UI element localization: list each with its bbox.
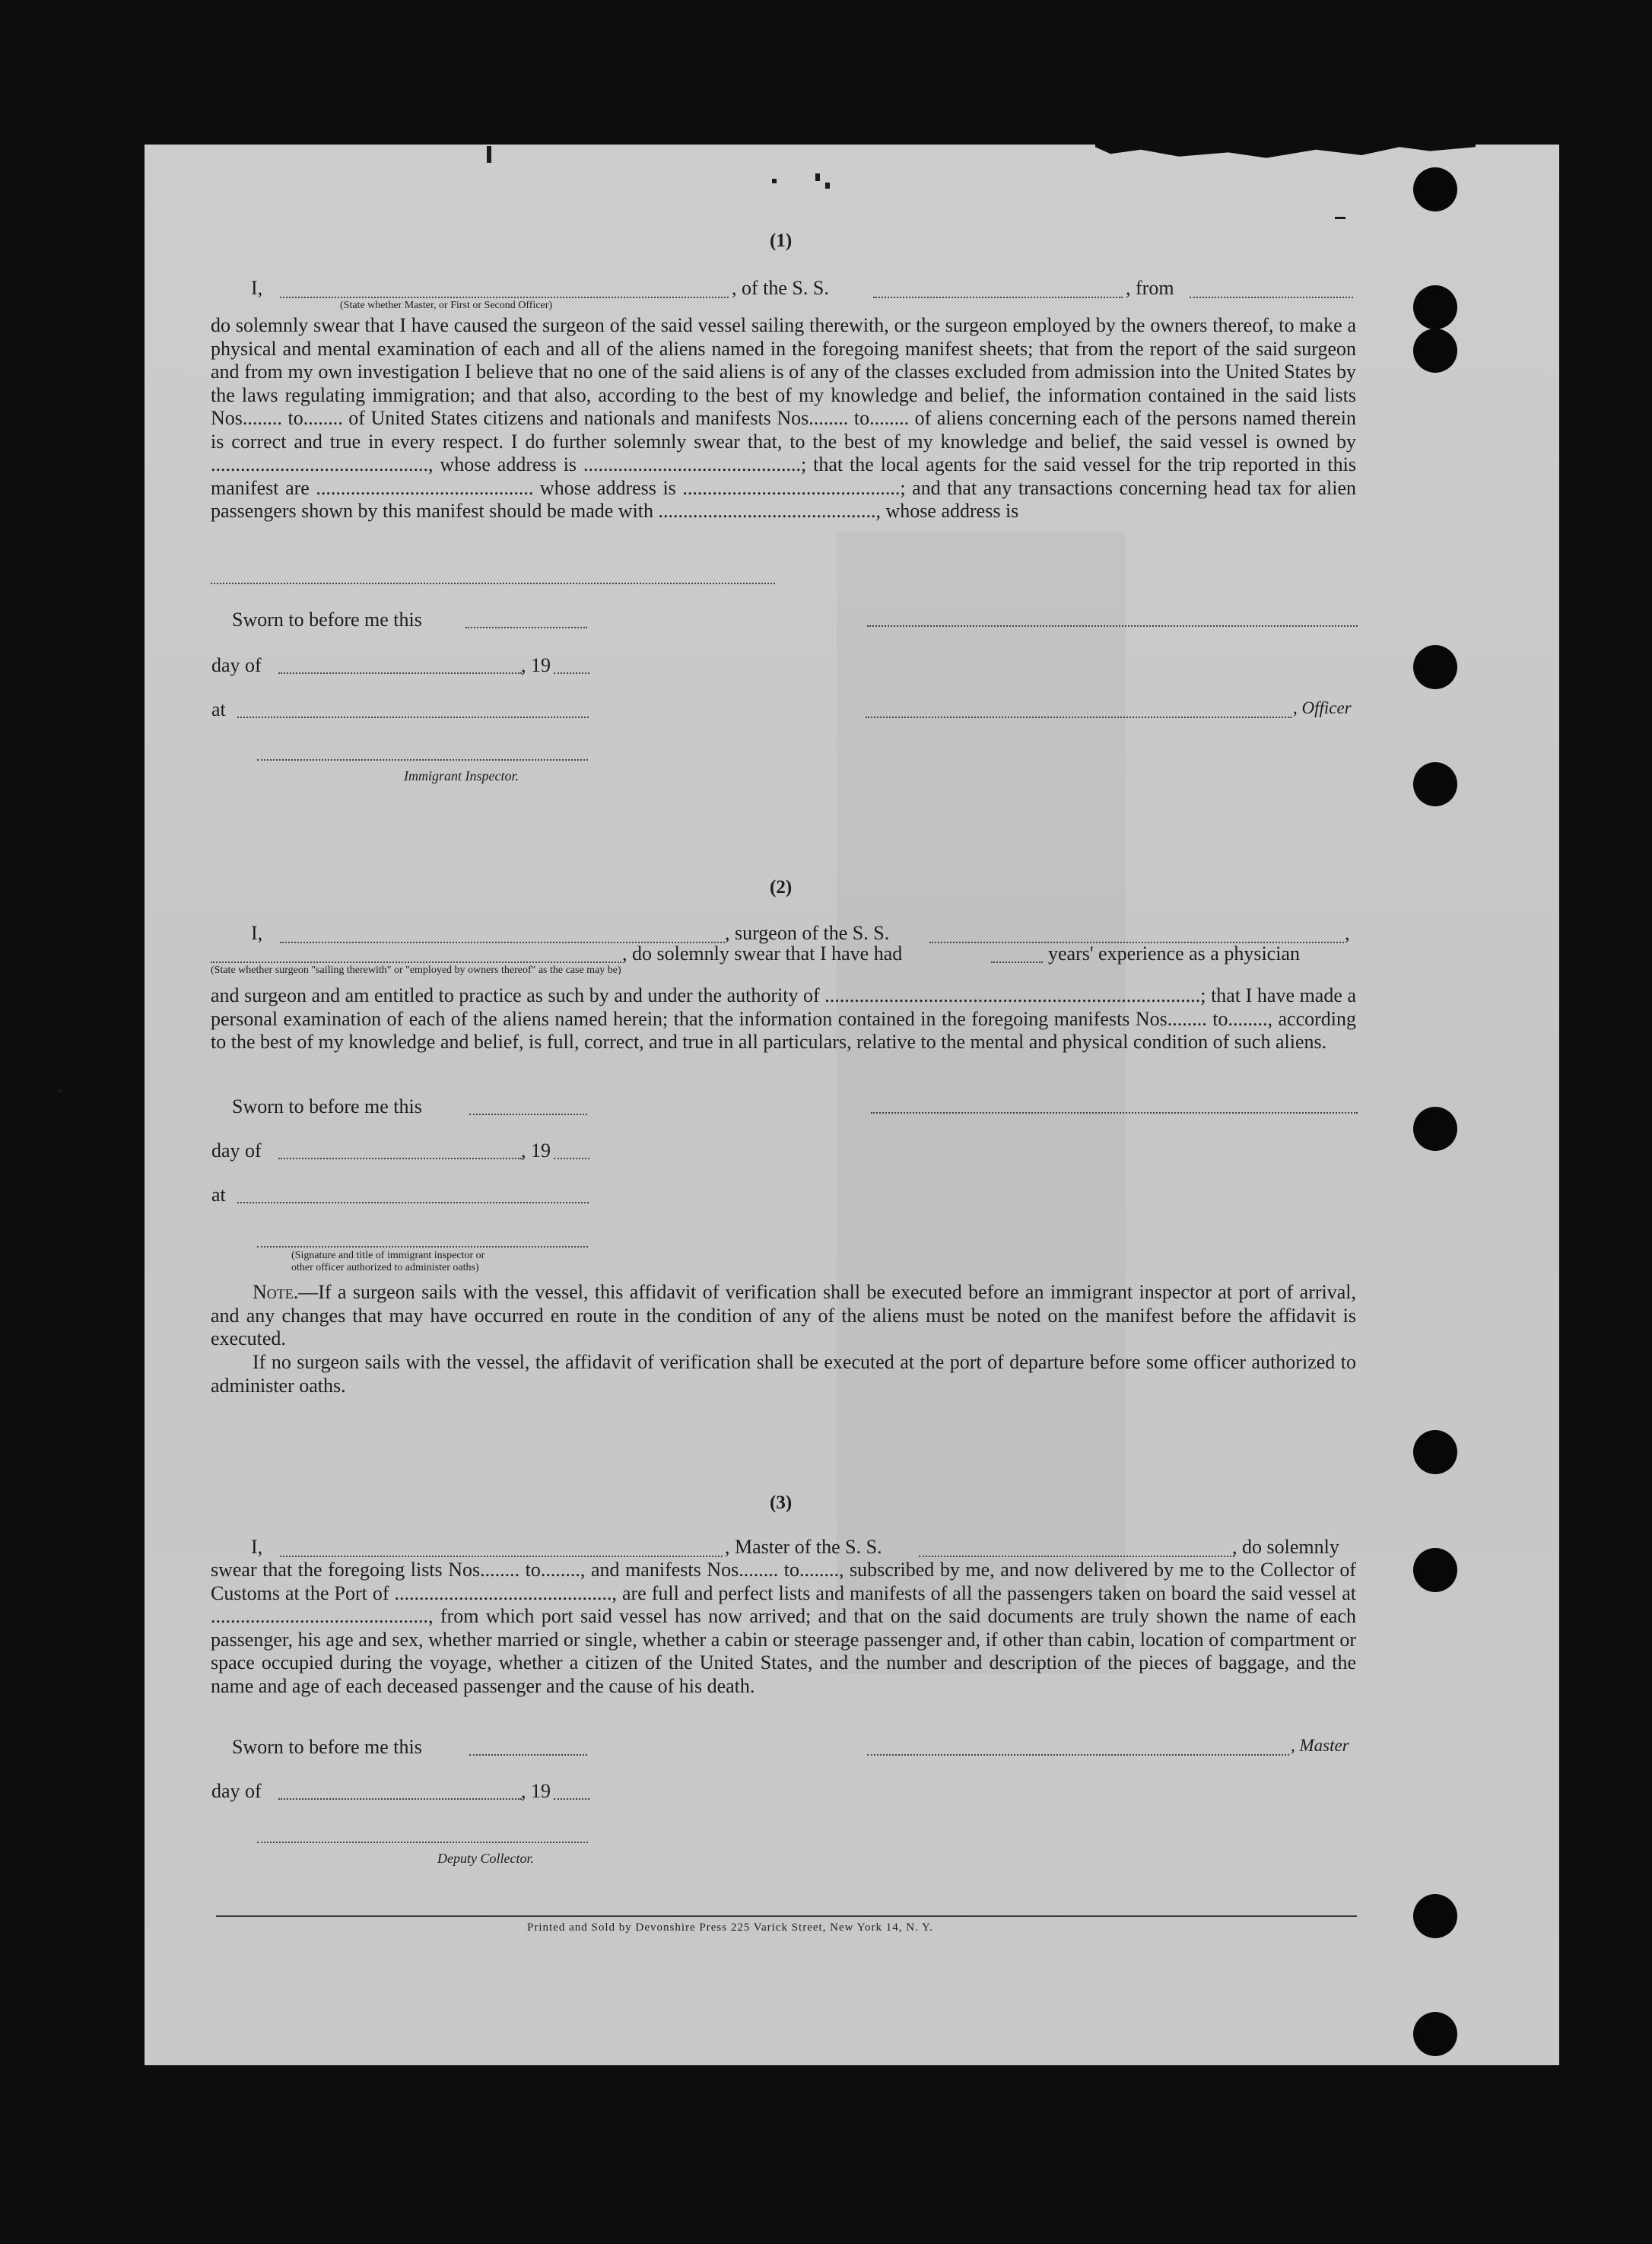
years-exp-label: years' experience as a physician xyxy=(1048,942,1300,965)
day-of-label: day of xyxy=(211,654,262,676)
punch-hole xyxy=(1413,285,1457,329)
agent-address-field[interactable] xyxy=(211,583,775,584)
ink-speck xyxy=(772,179,777,183)
surgeon-signature-line[interactable] xyxy=(871,1112,1358,1114)
day-of-field-3[interactable] xyxy=(278,1798,522,1800)
punch-hole xyxy=(1413,1548,1457,1592)
at-field[interactable] xyxy=(237,717,589,718)
comma-mark: , xyxy=(1345,922,1350,944)
do-solemnly-label: , do solemnly xyxy=(1232,1536,1339,1558)
sworn-date-field[interactable] xyxy=(465,627,587,628)
swear-line-label: , do solemnly swear that I have had xyxy=(622,942,903,965)
ink-speck xyxy=(58,1089,61,1092)
year-label-3: , 19 xyxy=(521,1780,551,1802)
sworn-date-field-3[interactable] xyxy=(469,1754,587,1756)
at-field-2[interactable] xyxy=(237,1202,589,1203)
section-1-i-label: I, xyxy=(251,277,263,299)
immigrant-inspector-label: Immigrant Inspector. xyxy=(404,768,519,783)
master-name-field[interactable] xyxy=(280,1556,723,1557)
master-of-ss-label: , Master of the S. S. xyxy=(725,1536,882,1558)
authorized-signature-field[interactable] xyxy=(257,1246,588,1248)
sworn-label-2: Sworn to before me this xyxy=(232,1095,422,1117)
punch-hole xyxy=(1413,167,1457,211)
punch-hole xyxy=(1413,2012,1457,2056)
officer-name-field[interactable] xyxy=(280,297,729,298)
ink-speck xyxy=(815,173,820,181)
sig-hint-1: (Signature and title of immigrant inspector or xyxy=(291,1250,485,1261)
from-label: , from xyxy=(1126,277,1174,299)
from-port-field[interactable] xyxy=(1190,297,1353,298)
surgeon-role-hint: (State whether surgeon "sailing therewith" or "employed by owners thereof" as the case may be) xyxy=(211,965,621,976)
bleed-through-shading xyxy=(837,532,1126,1673)
year-field-3[interactable] xyxy=(554,1798,589,1800)
at-label: at xyxy=(211,698,226,720)
day-of-label-3: day of xyxy=(211,1780,262,1802)
master-label: , Master xyxy=(1291,1736,1349,1755)
section-3-body: swear that the foregoing lists Nos........ to........, and manifests Nos........ to........, subscribed by me, and now delivered by me to the Collector of Customs at the Port of ............................................, are full and perfect lists and manifests of all the passengers taken on board the said vessel at ............................................, from which port said vessel has now arrived; and that on the said documents are truly shown the name of each passenger, his age and sex, whether married or single, whether a cabin or steerage passenger and, if other than cabin, location of compartment or space occupied during the voyage, whether a citizen of the United States, and the number and description of the pieces of baggage, and the name and age of each deceased passenger and the cause of his death. xyxy=(211,1559,1356,1697)
section-1-heading: (1) xyxy=(770,230,793,251)
ink-speck xyxy=(487,146,491,163)
note-paragraph-2: If no surgeon sails with the vessel, the affidavit of verification shall be executed at the port of departure before some officer authorized to administer oaths. xyxy=(211,1351,1356,1397)
sig-hint-2: other officer authorized to administer oaths) xyxy=(291,1262,479,1273)
officer-title-field[interactable] xyxy=(866,717,1291,718)
note-label: Note. xyxy=(253,1281,299,1303)
note-paragraph xyxy=(211,1281,1356,1351)
punch-hole xyxy=(1413,329,1457,373)
master-signature-field[interactable] xyxy=(867,1754,1289,1756)
section-2-body: and surgeon and am entitled to practice as such by and under the authority of ............................................................................; that I have made a personal examination of each of the aliens named herein; that the information contained in the foregoing manifests Nos........ to........, according to the best of my knowledge and belief, is full, correct, and true in all particulars, relative to the mental and physical condition of such aliens. xyxy=(211,984,1356,1053)
sworn-label: Sworn to before me this xyxy=(232,609,422,631)
surgeon-of-ss-label: , surgeon of the S. S. xyxy=(725,922,890,944)
master-ship-field[interactable] xyxy=(919,1556,1234,1557)
collector-signature-field[interactable] xyxy=(257,1842,588,1843)
sworn-label-3: Sworn to before me this xyxy=(232,1736,422,1758)
punch-hole xyxy=(1413,1430,1457,1474)
punch-hole xyxy=(1413,1107,1457,1151)
officer-label: , Officer xyxy=(1293,698,1352,717)
surgeon-role-field[interactable] xyxy=(211,961,621,963)
officer-role-hint: (State whether Master, or First or Second Officer) xyxy=(340,300,553,311)
day-of-field-2[interactable] xyxy=(278,1158,522,1159)
section-3-heading: (3) xyxy=(770,1492,793,1513)
punch-hole xyxy=(1413,762,1457,806)
footer-rule xyxy=(216,1915,1357,1917)
section-2-i-label: I, xyxy=(251,922,263,944)
day-of-label-2: day of xyxy=(211,1139,262,1162)
section-2-heading: (2) xyxy=(770,877,793,898)
at-label-2: at xyxy=(211,1184,226,1206)
printer-credit: Printed and Sold by Devonshire Press 225 Varick Street, New York 14, N. Y. xyxy=(527,1921,933,1934)
punch-hole xyxy=(1413,645,1457,689)
section-1-body: do solemnly swear that I have caused the surgeon of the said vessel sailing therewith, or the surgeon employed by the owners thereof, to make a physical and mental examination of each and all of the aliens named in the foregoing manifest sheets; that from the report of the said surgeon and from my own investigation I believe that no one of the said aliens is of any of the classes excluded from admission into the United States by the laws regulating immigration; and that also, according to the best of my knowledge and belief, the information contained in the said lists Nos........ to........ of United States citizens and nationals and manifests Nos........ to........ of aliens concerning each of the persons named therein is correct and true in every respect. I do further solemnly swear that, to the best of my knowledge and belief, the said vessel is owned by ............................................, whose address is ............................................; that the local agents for the said vessel for the trip reported in this manifest are ............................................ whose address is ............................................; and that any transactions concerning head tax for alien passengers shown by this manifest should be made with ............................................, whose address is xyxy=(211,314,1356,522)
day-of-field[interactable] xyxy=(278,672,522,674)
of-ss-label: , of the S. S. xyxy=(732,277,829,299)
year-label: , 19 xyxy=(521,654,551,676)
note-body: —If a surgeon sails with the vessel, this affidavit of verification shall be executed before an immigrant inspector at port of arrival, and any changes that may have occurred en route in the condition of any of the aliens must be noted on the manifest before the affidavit is executed. xyxy=(211,1281,1356,1349)
deputy-collector-label: Deputy Collector. xyxy=(437,1851,534,1866)
year-label-2: , 19 xyxy=(521,1139,551,1162)
inspector-signature-field[interactable] xyxy=(257,759,588,761)
sworn-date-field-2[interactable] xyxy=(469,1114,587,1115)
ink-speck xyxy=(825,183,830,189)
section-3-i-label: I, xyxy=(251,1536,263,1558)
year-field[interactable] xyxy=(554,672,589,674)
officer-signature-line[interactable] xyxy=(867,625,1358,627)
years-field[interactable] xyxy=(991,961,1043,963)
punch-hole xyxy=(1413,1894,1457,1938)
ink-speck xyxy=(1335,217,1345,219)
ship-name-field[interactable] xyxy=(873,297,1123,298)
year-field-2[interactable] xyxy=(554,1158,589,1159)
